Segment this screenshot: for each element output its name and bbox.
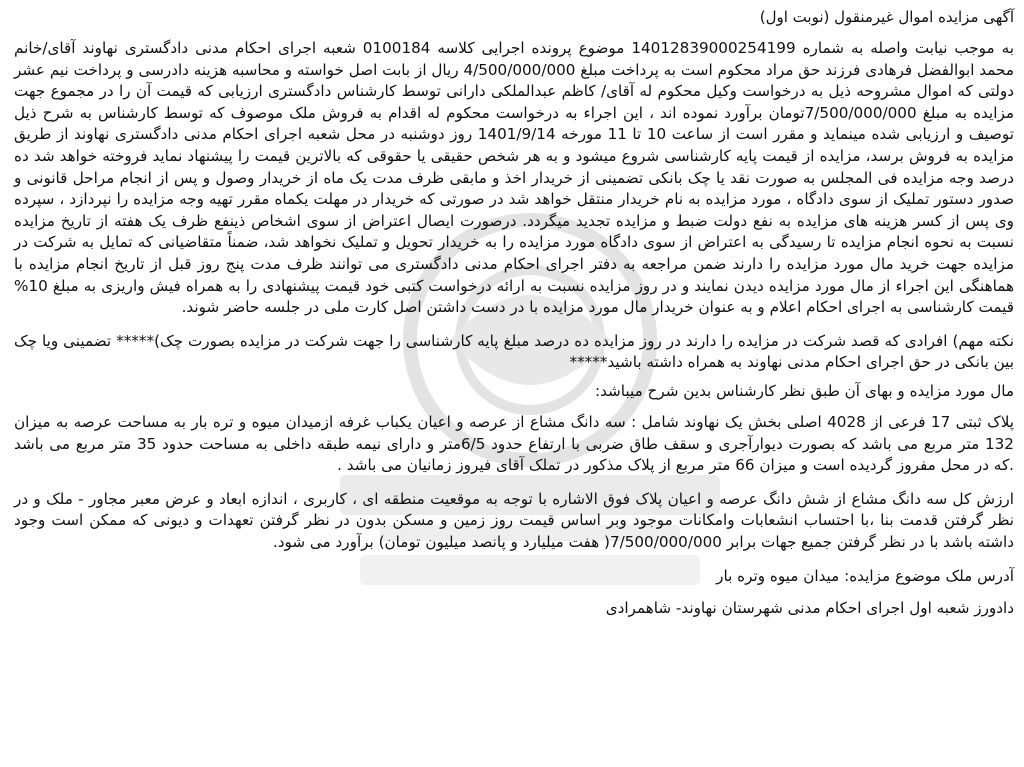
signature-line: دادورز شعبه اول اجرای احکام مدنی شهرستان نهاوند- شاهمرادی — [605, 599, 1014, 618]
important-note-paragraph: نکته مهم) افرادی که قصد شرکت در مزایده را دارند در روز مزایده ده درصد مبلغ پایه کارشناسی را جهت شرکت در مزایده بصورت چک)***** تضمینی ویا چک بین بانکی در حق اجرای احکام مدنی نهاوند به همراه داشته باشید***** — [14, 331, 1014, 372]
auction-notice — [14, 6, 1014, 629]
property-address-line: آدرس ملک موضوع مزایده: میدان میوه وتره بار — [716, 567, 1014, 586]
property-intro-line: مال مورد مزایده و بهای آن طبق نظر کارشناس بدین شرح میباشد: — [594, 381, 1014, 400]
property-valuation-paragraph: ارزش کل سه دانگ مشاع از شش دانگ عرصه و اعیان پلاک فوق الاشاره با توجه به موقعیت منطقه ای ، کاربری ، اندازه ابعاد و عرض معبر مجاور - ملک و در نظر گرفتن قدمت بنا ،با احتساب انشعابات وامکانات موجود وبر اساس قیمت روز زمین و مسکن بدون در نظر گرفتن تعهدات و دیونی که ممکن است وجود داشته باشد با در نظر گرفتن جمیع جهات برابر 7/500/000/000( هفت میلیارد و پانصد میلیون تومان) برآورد می شود. — [14, 489, 1014, 551]
property-description-paragraph: پلاک ثبتی 17 فرعی از 4028 اصلی بخش یک نهاوند شامل : سه دانگ مشاع از عرصه و اعیان یکباب غرفه ازمیدان میوه و تره بار به مساحت عرصه به میزان 132 متر مربع می باشد که بصورت دیوارآجری و سقف طاق ضربی با ارتفاع حدود 6/5متر و دارای نیمه طبقه داخلی به مساحت حدود 35 متر مربع می باشد .که در محل مفروز گردیده است و میزان 66 متر مربع از پلاک مذکور در تملک آقای فیروز زمانیان می باشد . — [14, 412, 1014, 475]
notice-title: آگهی مزایده اموال غیرمنقول (نوبت اول) — [759, 8, 1014, 26]
notice-main-paragraph: به موجب نیابت واصله به شماره 14012839000254199 موضوع پرونده اجرایی کلاسه 0100184 شعبه اجرای احکام مدنی دادگستری نهاوند آقای/خانم محمد ابوالفضل فرهادی فرزند حق مراد محکوم است به پرداخت مبلغ 4/500/000/000 ریال از بابت اصل خواسته و محاسبه هزینه دادرسی و پرداخت نیم عشر دولتی که اموال مشروحه ذیل به درخواست وکیل محکوم له آقای/ کاظم عبدالملکی دارانی توسط کارشناس دادگستری ارزیابی که قیمت آن را در مجموع جهت مزایده به مبلغ 7/500/000/000تومان برآورد نموده اند ، این اجراء به درخواست محکوم له اقدام به فروش ملک موصوف که توسط کارشناس به شرح ذیل توصیف و ارزیابی شده مینماید و مقرر است از ساعت 10 تا 11 مورخه 1401/9/14 روز دوشنبه در محل شعبه اجرای احکام مدنی دادگستری نهاوند از طریق مزایده به فروش برسد، مزایده از قیمت پایه کارشناسی شروع میشود و به هر شخص حقیقی یا حقوقی که بالاترین قیمت را پیشنهاد نماید فروخته خواهد شد ده درصد وجه مزایده فی المجلس به صورت نقد یا چک بانکی تضمینی از خریدار اخذ و مابقی ظرف مدت یک ماه از خریدار وصول و پس از انجام مراحل قانونی و صدور دستور تملیک از سوی دادگاه ، مورد مزایده به نام خریدار منتقل خواهد شد در صورتی که خریدار در مهلت یکماه مقرر تهیه وجه مزایده را نپردازد ، سپرده وی پس از کسر هزینه های مزایده به نفع دولت ضبط و مزایده تجدید میگردد. درصورت ایصال اعتراض از سوی اشخاص ذینفع ظرف یک هفته از تاریخ مزایده نسبت به نحوه انجام مزایده تا رسیدگی به اعتراض از سوی دادگاه مورد مزایده را به خریدار تحویل و تملیک نخواهد شد، ضمناً متقاضیانی که تمایل به شرکت در مزایده جهت خرید مال مورد مزایده را دارند ضمن مراجعه به دفتر اجرای احکام مدنی دادگستری می توانند ظرف مدت پنج روز قبل از تاریخ انجام مزایده با هماهنگی این اجراء از مال مورد مزایده دیدن نمایند و در روز مزایده نسبت به ارائه درخواست کتبی خود قیمت پیشنهادی را به همراه فیش واریزی به مبلغ 10% قیمت کارشناسی به اجرای احکام اعلام و به عنوان خریدار مال مورد مزایده با در دست داشتن اصل کارت ملی در جلسه حاضر شوند. — [14, 39, 1014, 317]
